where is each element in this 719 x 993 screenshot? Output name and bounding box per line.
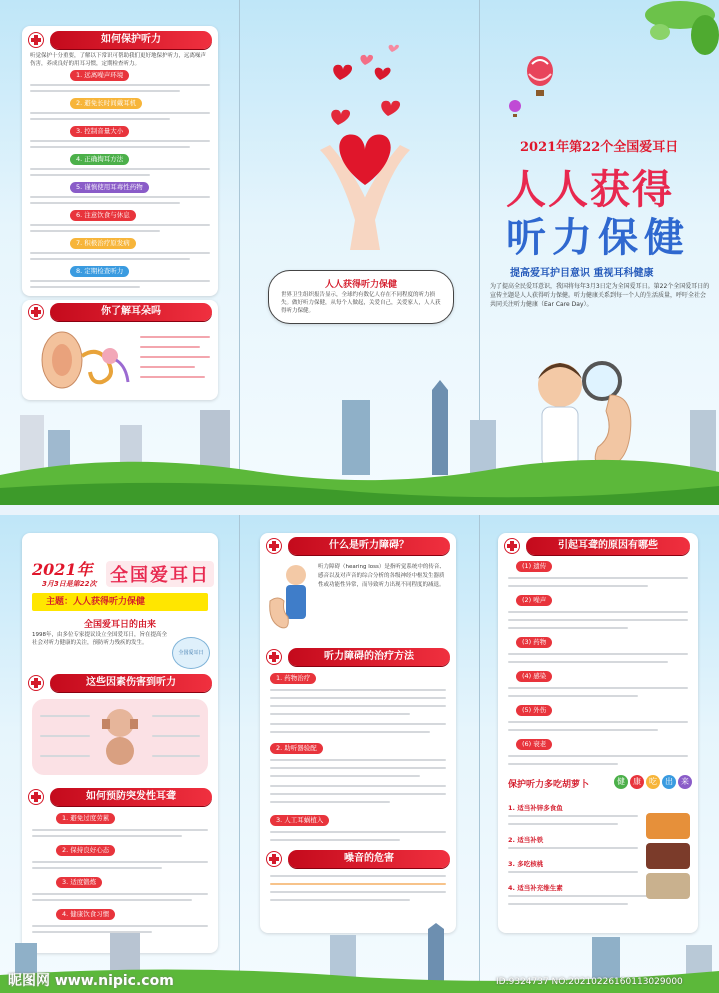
step-tag: 4. 正确掏耳方法 — [70, 154, 129, 165]
text-line — [508, 611, 688, 613]
text-line — [30, 258, 190, 260]
cause-tag: (1) 遗传 — [516, 561, 552, 572]
step-tag: 7. 积极治疗原发病 — [70, 238, 136, 249]
text-line — [30, 230, 160, 232]
text-line — [30, 196, 210, 198]
prevention-tag: 2. 保持良好心态 — [56, 845, 115, 856]
text-line — [152, 755, 200, 757]
prevention-tag: 1. 避免过度劳累 — [56, 813, 115, 824]
ear-day-badge: 全国爱耳日 — [172, 637, 210, 669]
small-balloon-icon — [508, 100, 522, 120]
step-tag: 5. 谨慎使用耳毒性药物 — [70, 182, 149, 193]
text-line — [32, 899, 192, 901]
cause-tag: (3) 药物 — [516, 637, 552, 648]
cause-tag: (5) 外伤 — [516, 705, 552, 716]
food-photo — [646, 843, 690, 869]
text-line — [270, 839, 400, 841]
text-line — [508, 619, 688, 621]
text-line — [30, 224, 210, 226]
text-line — [508, 763, 618, 765]
ear-doctor-illustration — [266, 561, 314, 645]
ear-day-info-card — [22, 533, 218, 953]
text-line — [270, 767, 446, 769]
text-line — [508, 721, 688, 723]
text-line — [508, 823, 618, 825]
text-line — [40, 715, 90, 717]
text-line — [270, 801, 390, 803]
text-line — [30, 146, 190, 148]
medical-cross-icon — [28, 32, 44, 48]
text-line — [270, 883, 446, 885]
text-line — [270, 697, 446, 699]
text-line — [140, 376, 205, 378]
text-line — [508, 687, 688, 689]
cover-intro-text: 为了提高全民爱耳意识，我国将每年3月3日定为全国爱耳日。第22个全国爱耳日的宣传主题是人人获得听力保健。听力健康关系到每一个人的生活质量，呼吁全社会共同关注听力健康（Ear Care Day）。 — [490, 283, 710, 308]
text-line — [270, 831, 446, 833]
diet-item: 2. 适当补铁 — [508, 836, 544, 844]
section-title: 噪音的危害 — [288, 850, 450, 868]
step-tag: 1. 远离噪声环境 — [70, 70, 129, 81]
slogan-line-2: 听力保健 — [506, 214, 690, 261]
diet-title: 保护听力多吃胡萝卜 — [508, 780, 590, 790]
medical-cross-icon — [28, 789, 44, 805]
section-title: 如何预防突发性耳聋 — [50, 788, 212, 806]
text-line — [270, 793, 446, 795]
medical-cross-icon — [28, 304, 44, 320]
text-line — [30, 90, 180, 92]
medical-cross-icon — [266, 851, 282, 867]
slogan-line-1: 人人获得 — [506, 166, 674, 213]
card-text: 世界卫生组织报告显示，全球约有数亿人存在不同程度的听力损失。做好听力保健，从每个人做起，关爱自己，关爱家人，人人获得听力保健。 — [281, 292, 441, 314]
text-line — [30, 280, 210, 282]
text-line — [270, 775, 420, 777]
health-message-card — [268, 270, 454, 324]
step-tag: 2. 避免长时间戴耳机 — [70, 98, 142, 109]
medical-cross-icon — [266, 538, 282, 554]
text-line — [32, 867, 162, 869]
text-line — [32, 835, 182, 837]
text-line — [508, 871, 638, 873]
section-title: 引起耳聋的原因有哪些 — [526, 537, 690, 555]
protect-hearing-card — [22, 26, 218, 296]
hearing-disorder-card — [260, 533, 456, 933]
text-line — [32, 893, 208, 895]
cause-tag: (4) 感染 — [516, 671, 552, 682]
text-line — [508, 903, 628, 905]
text-line — [508, 577, 688, 579]
text-line — [152, 735, 200, 737]
diet-circle: 健 — [614, 775, 628, 789]
section-text: 听觉保护十分重要，了解以下常识可帮助我们更好地保护听力，远离噪声伤害，养成良好的用耳习惯，定期检查听力。 — [30, 53, 207, 67]
diet-circle: 吃 — [646, 775, 660, 789]
section-title: 这些因素伤害到听力 — [50, 674, 212, 692]
text-line — [32, 861, 208, 863]
text-line — [40, 735, 90, 737]
text-line — [40, 755, 90, 757]
diet-circle: 来 — [678, 775, 692, 789]
treatment-tag: 3. 人工耳蜗植入 — [270, 815, 329, 826]
covering-ears-photo — [94, 705, 146, 769]
panel-ear-day-info — [0, 515, 239, 993]
section-title: 听力障碍的治疗方法 — [288, 648, 450, 666]
diet-item: 1. 适当补锌多食鱼 — [508, 804, 563, 812]
definition-text: 听力障碍（hearing loss）是指听觉系统中的传音、感音以及对声音的综合分析的各级神经中枢发生器质性或功能性异常，而导致听力出现不同程度的减退。 — [318, 564, 445, 588]
step-tag: 8. 定期检查听力 — [70, 266, 129, 277]
text-line — [270, 759, 446, 761]
section-title: 如何保护听力 — [50, 31, 212, 49]
treatment-tag: 2. 助听器验配 — [270, 743, 323, 754]
text-line — [508, 755, 688, 757]
text-line — [140, 336, 210, 338]
text-line — [30, 84, 210, 86]
medical-cross-icon — [266, 649, 282, 665]
text-line — [270, 723, 446, 725]
tree-leaves-decoration — [640, 0, 719, 60]
prevention-tag: 3. 适度锻炼 — [56, 877, 102, 888]
floating-hearts-icon — [320, 30, 410, 120]
text-line — [508, 653, 688, 655]
ear-day-banner: 全国爱耳日 — [106, 561, 214, 587]
text-line — [30, 168, 210, 170]
text-line — [270, 713, 410, 715]
section-title: 你了解耳朵吗 — [50, 303, 212, 321]
text-line — [508, 627, 628, 629]
event-title: 2021年第22个全国爱耳日 — [520, 140, 679, 155]
diet-circle: 康 — [630, 775, 644, 789]
step-tag: 3. 控制音量大小 — [70, 126, 129, 137]
cover-subtitle: 提高爱耳护目意识 重视耳科健康 — [510, 268, 654, 279]
fish-food-photo — [646, 813, 690, 839]
year-label: 2021年 — [32, 560, 93, 579]
watermark-id: ID:9324737 NO:20210226160113029000 — [496, 977, 683, 987]
text-line — [140, 366, 195, 368]
brochure-inside-sheet — [0, 515, 719, 993]
panel-causes-and-diet — [480, 515, 719, 993]
text-line — [270, 731, 430, 733]
text-line — [270, 689, 446, 691]
city-and-grass-scenery — [0, 380, 719, 505]
text-line — [508, 695, 638, 697]
section-title: 什么是听力障碍？ — [288, 537, 450, 555]
text-line — [30, 112, 210, 114]
text-line — [270, 785, 446, 787]
medical-cross-icon — [504, 538, 520, 554]
origin-title: 全国爱耳日的由来 — [83, 620, 156, 630]
text-line — [270, 705, 446, 707]
text-line — [30, 286, 140, 288]
text-line — [152, 715, 200, 717]
cause-tag: (2) 噪声 — [516, 595, 552, 606]
causes-diet-card — [498, 533, 698, 933]
text-line — [140, 346, 200, 348]
text-line — [508, 847, 638, 849]
text-line — [30, 202, 180, 204]
walnut-photo — [646, 873, 690, 899]
diet-item: 4. 适当补充维生素 — [508, 884, 563, 892]
text-line — [30, 174, 150, 176]
panel-hearing-disorder — [240, 515, 479, 993]
text-line — [32, 829, 208, 831]
text-line — [30, 140, 210, 142]
treatment-tag: 1. 药物治疗 — [270, 673, 316, 684]
prevention-tag: 4. 健康饮食习惯 — [56, 909, 115, 920]
text-line — [270, 899, 410, 901]
diet-item: 3. 多吃核桃 — [508, 860, 544, 868]
risk-factors-box — [32, 699, 208, 775]
watermark-site: 昵图网 www.nipic.com — [8, 973, 174, 989]
text-line — [270, 891, 446, 893]
text-line — [508, 661, 668, 663]
hot-air-balloon-icon — [525, 56, 555, 104]
step-tag: 6. 注意饮食与休息 — [70, 210, 136, 221]
text-line — [140, 356, 210, 358]
origin-text: 1998年，由多位专家提议设立全国爱耳日，旨在提高全社会对听力健康的关注，预防听力残疾的发生。 — [32, 632, 167, 646]
date-label: 3月3日是第22次 — [42, 580, 97, 588]
cause-tag: (6) 衰老 — [516, 739, 552, 750]
text-line — [508, 729, 658, 731]
text-line — [508, 895, 658, 897]
text-line — [508, 585, 648, 587]
card-title: 人人获得听力保健 — [324, 280, 397, 290]
text-line — [30, 118, 170, 120]
theme-banner: 主题：人人获得听力保健 — [32, 593, 208, 611]
diet-circle: 出 — [662, 775, 676, 789]
text-line — [270, 875, 446, 877]
medical-cross-icon — [28, 675, 44, 691]
text-line — [30, 252, 210, 254]
text-line — [508, 815, 638, 817]
